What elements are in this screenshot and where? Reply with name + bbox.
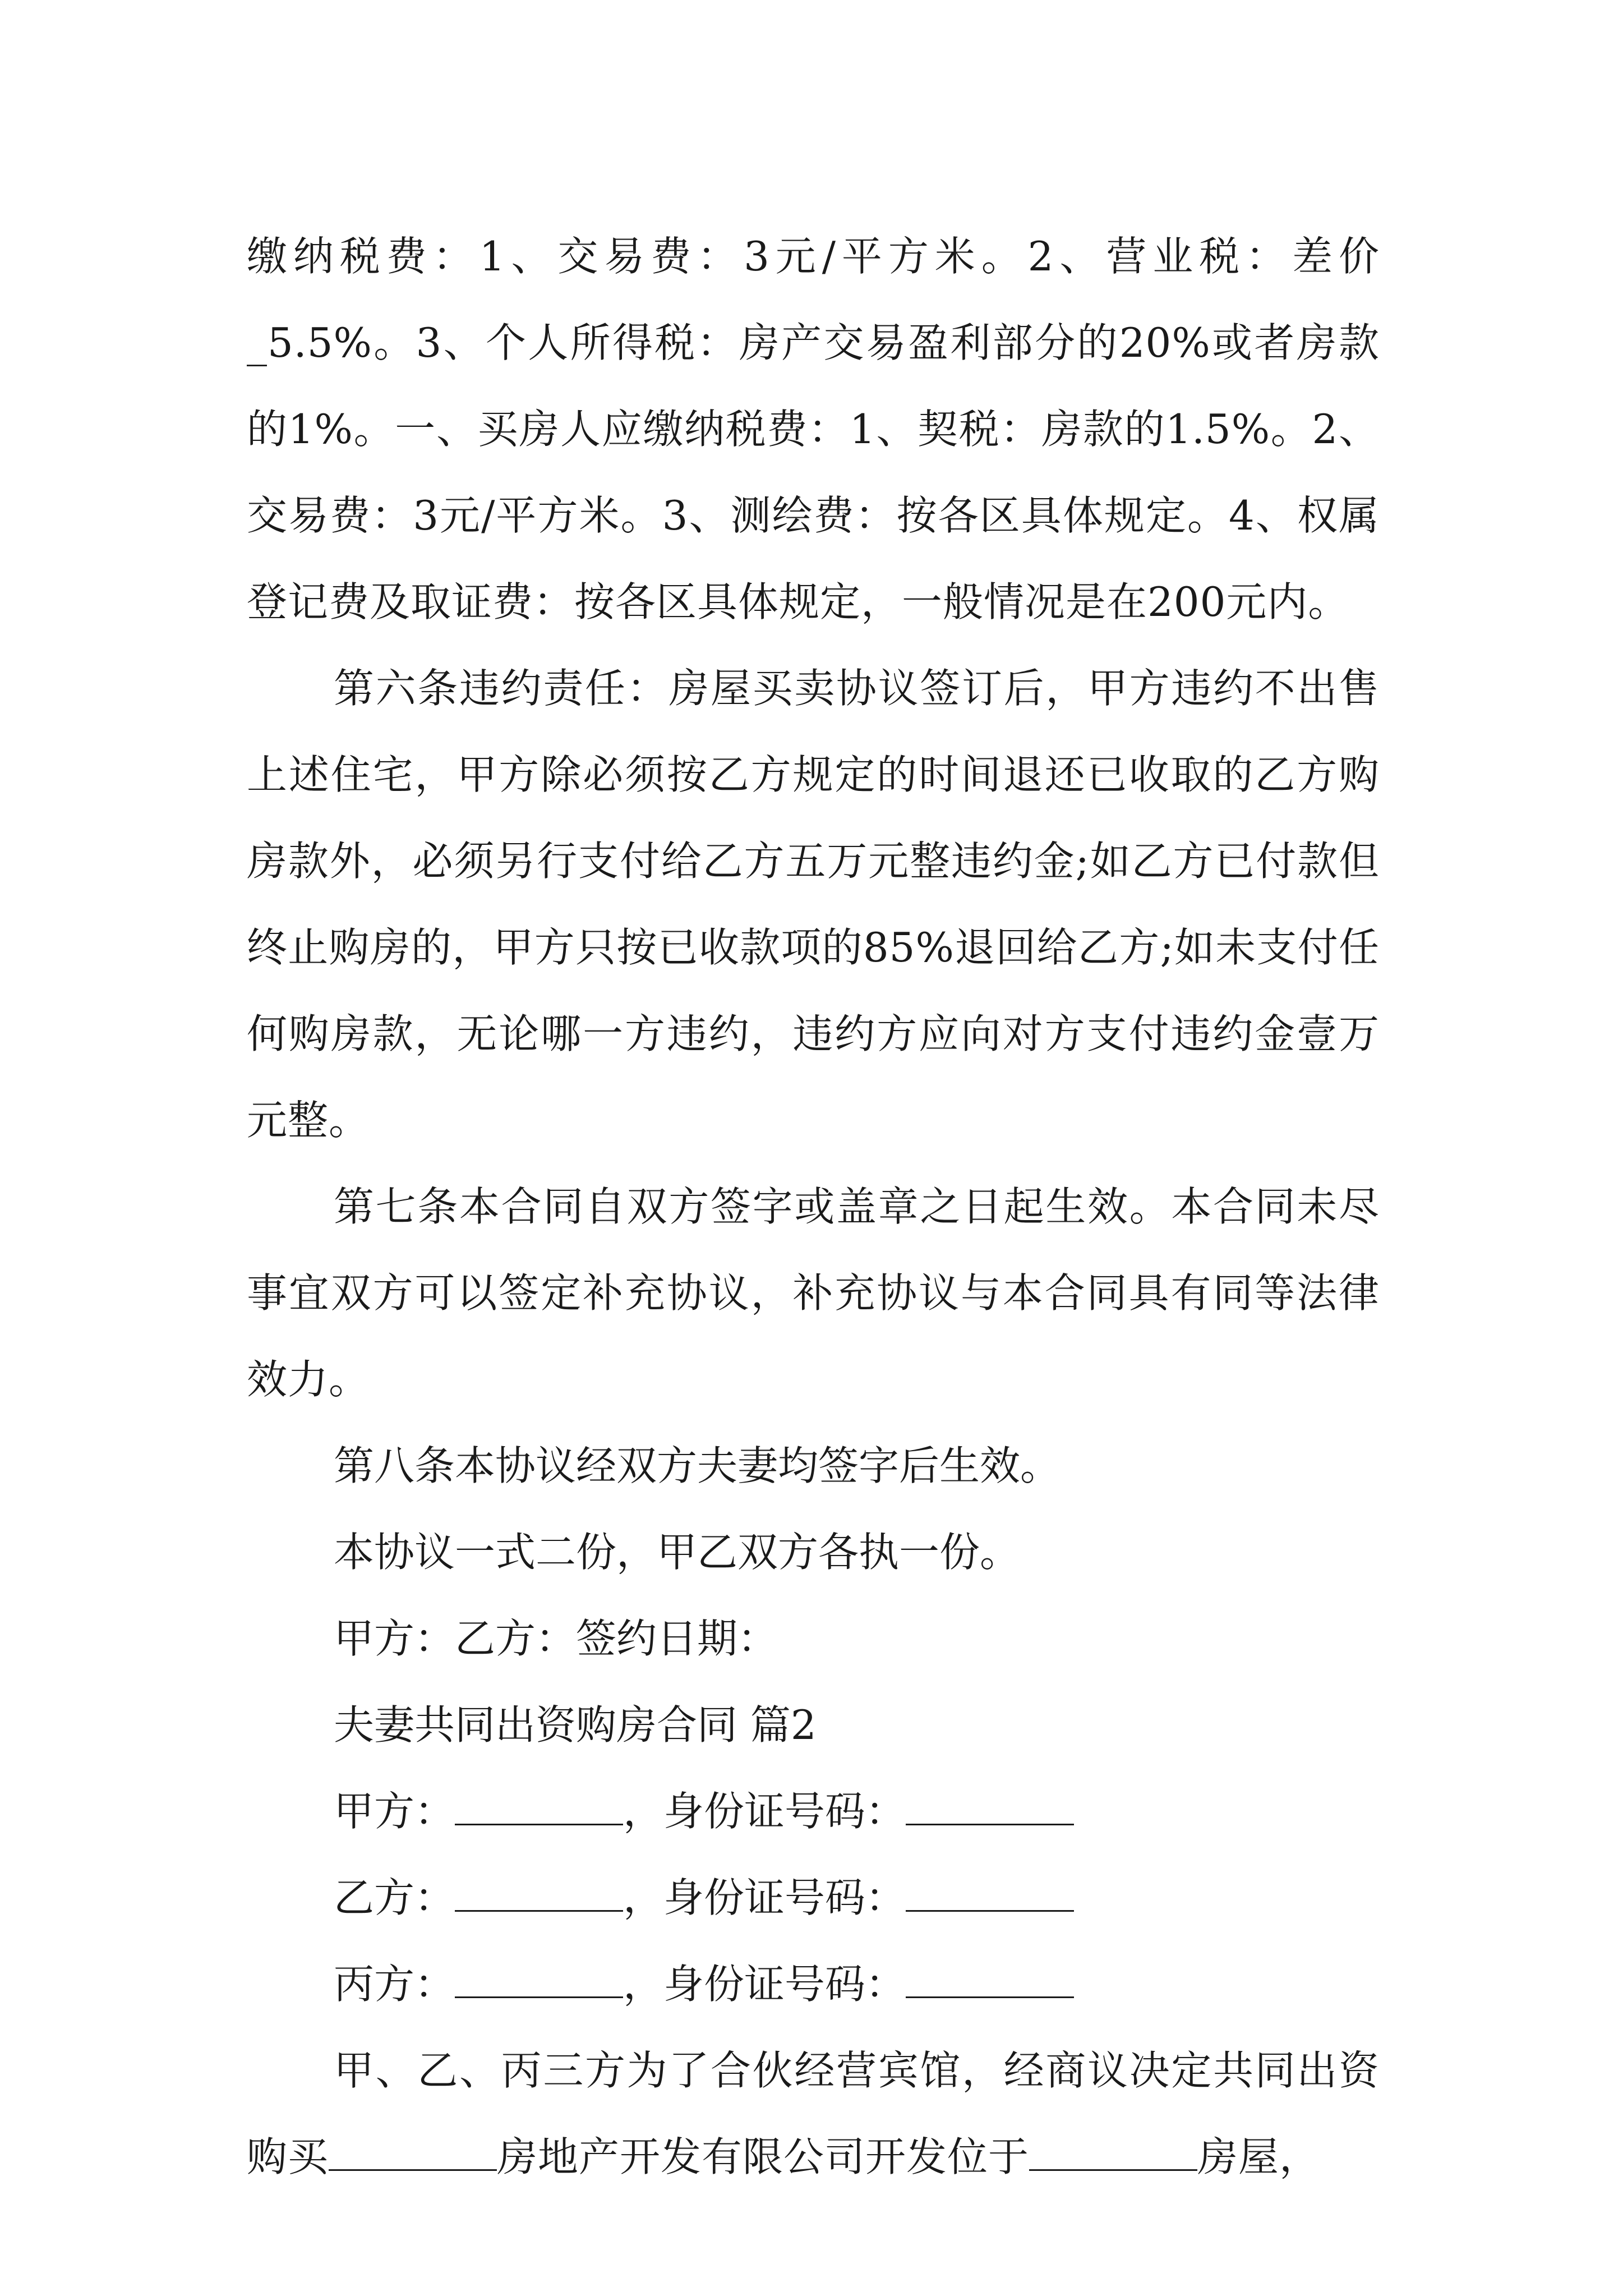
- paragraph-article-6: 第六条违约责任：房屋买卖协议签订后，甲方违约不出售上述住宅，甲方除必须按乙方规定的时间退还已收取的乙方购房款外，必须另行支付给乙方五万元整违约金;如乙方已付款但终止购房的，甲方只按已收款项的85%退回给乙方;如未支付任何购房款，无论哪一方违约，违约方应向对方支付违约金壹万元整。: [247, 665, 1380, 1144]
- party-label: 甲方：: [334, 1788, 455, 1835]
- party-label: 乙方：: [334, 1874, 455, 1921]
- text-segment: 甲、乙、丙三方为了合伙经营宾馆，经商议决定共同出资购买: [247, 2047, 1380, 2180]
- party-name-blank: [455, 1876, 623, 1912]
- location-blank: [1029, 2136, 1197, 2171]
- party-label: 丙方：: [334, 1961, 455, 2008]
- party-row: [247, 1768, 1380, 1855]
- text-segment: 房地产开发有限公司开发位于: [497, 2133, 1030, 2180]
- id-number-label: ，身份证号码：: [623, 1788, 906, 1835]
- paragraph-article-8: 第八条本协议经双方夫妻均签字后生效。: [334, 1442, 1061, 1489]
- text-segment: 房屋，: [1197, 2133, 1321, 2180]
- paragraph-copies: 本协议一式二份，甲乙双方各执一份。: [334, 1529, 1021, 1576]
- section-heading: 夫妻共同出资购房合同 篇2: [334, 1701, 817, 1749]
- id-number-label: ，身份证号码：: [623, 1961, 906, 2008]
- id-number-label: ，身份证号码：: [623, 1874, 906, 1921]
- paragraph-article-7: 第七条本合同自双方签字或盖章之日起生效。本合同未尽事宜双方可以签定补充协议，补充协议与本合同具有同等法律效力。: [247, 1183, 1380, 1403]
- id-number-blank: [906, 1790, 1074, 1825]
- party-row: [247, 1855, 1380, 1941]
- signature-line: 甲方：乙方：签约日期：: [334, 1615, 778, 1662]
- party-row: [247, 1941, 1380, 2027]
- paragraph-tax-fees: 缴纳税费：1、交易费：3元/平方米。2、营业税：差价_5.5%。3、个人所得税：房产交易盈利部分的20%或者房款的1%。一、买房人应缴纳税费：1、契税：房款的1.5%。2、交易费：3元/平方米。3、测绘费：按各区具体规定。4、权属登记费及取证费：按各区具体规定，一般情况是在200元内。: [247, 233, 1380, 625]
- id-number-blank: [906, 1876, 1074, 1912]
- id-number-blank: [906, 1963, 1074, 1998]
- party-name-blank: [455, 1790, 623, 1825]
- party-name-blank: [455, 1963, 623, 1998]
- document-body: [247, 213, 1380, 2200]
- paragraph-joint-purchase: [247, 2027, 1380, 2200]
- developer-name-blank: [329, 2136, 497, 2171]
